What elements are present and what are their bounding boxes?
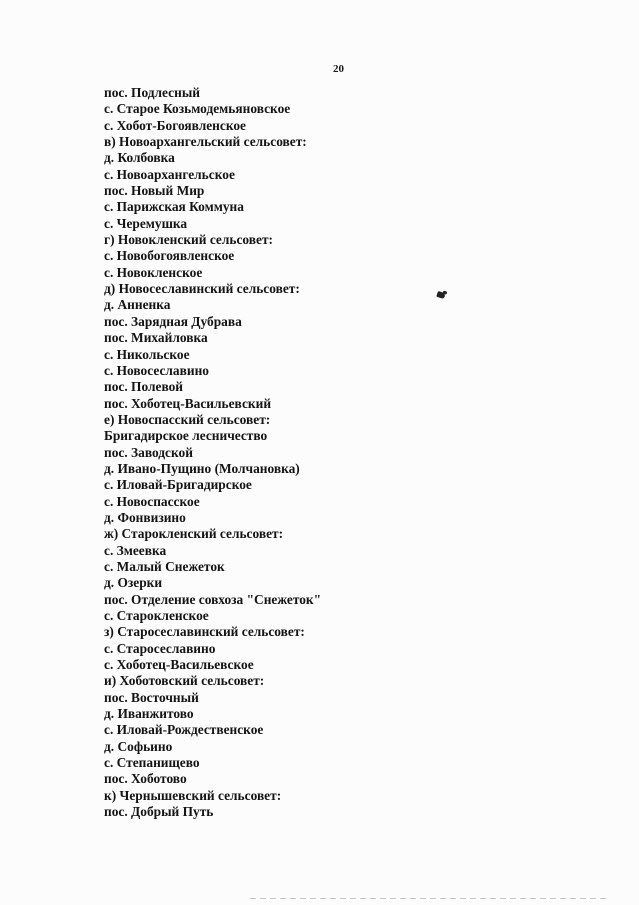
settlement-line: пос. Хоботец-Васильевский: [104, 395, 272, 411]
settlement-line: пос. Новый Мир: [104, 183, 205, 199]
settlement-line: с. Новоспасское: [104, 493, 200, 509]
council-heading: д) Новосеславинский сельсовет:: [104, 281, 300, 297]
settlement-line: с. Старокленское: [104, 608, 209, 623]
settlement-line: с. Черемушка: [104, 215, 188, 231]
settlement-line: с. Новоархангельское: [104, 166, 235, 182]
settlement-line: с. Малый Снежеток: [104, 558, 225, 574]
settlement-line: с. Парижская Коммуна: [104, 199, 244, 215]
settlement-line: д. Фонвизино: [104, 509, 186, 525]
settlement-line: д. Софьино: [104, 738, 173, 754]
settlement-line: с. Новобогоявленское: [104, 248, 235, 264]
settlement-line: д. Колбовка: [104, 150, 175, 166]
settlement-line: пос. Хоботово: [104, 771, 187, 787]
council-heading: з) Старосеславинский сельсовет:: [104, 624, 305, 640]
settlement-line: д. Анненка: [104, 297, 171, 313]
settlement-line: с. Новокленское: [104, 264, 203, 280]
scan-edge-line: [250, 898, 610, 899]
settlement-line: с. Иловай-Бригадирское: [104, 477, 252, 493]
settlement-line: д. Озерки: [104, 575, 163, 591]
council-heading: к) Чернышевский сельсовет:: [104, 787, 282, 803]
settlement-line: пос. Добрый Путь: [104, 804, 214, 820]
settlement-line: с. Хобот-Богоявленское: [104, 117, 246, 133]
settlement-line: с. Змеевка: [104, 542, 167, 558]
settlement-line: пос. Зарядная Дубрава: [104, 313, 242, 329]
settlement-line: с. Никольское: [104, 346, 190, 362]
settlement-line: с. Старосеславино: [104, 640, 216, 656]
settlement-line: пос. Заводской: [104, 444, 193, 460]
settlement-line: пос. Подлесный: [104, 85, 200, 100]
settlement-line: пос. Полевой: [104, 379, 183, 395]
settlement-line: с. Хоботец-Васильевское: [104, 657, 254, 673]
settlement-line: д. Ивано-Пущино (Молчановка): [104, 460, 300, 476]
settlement-line: д. Иванжитово: [104, 706, 194, 722]
council-heading: е) Новоспасский сельсовет:: [104, 411, 271, 427]
scan-artifact: [436, 291, 445, 299]
council-heading: ж) Старокленский сельсовет:: [104, 526, 284, 542]
page-number: 20: [333, 63, 344, 75]
settlement-line: Бригадирское лесничество: [104, 428, 268, 444]
settlement-list: [104, 85, 321, 820]
settlement-line: с. Степанищево: [104, 755, 200, 771]
council-heading: в) Новоархангельский сельсовет:: [104, 134, 307, 150]
settlement-line: пос. Михайловка: [104, 330, 208, 346]
settlement-line: с. Старое Козьмодемьяновское: [104, 101, 291, 117]
settlement-line: с. Новосеславино: [104, 362, 209, 378]
settlement-line: пос. Отделение совхоза "Снежеток": [104, 591, 322, 607]
council-heading: г) Новокленский сельсовет:: [104, 232, 273, 248]
council-heading: и) Хоботовский сельсовет:: [104, 673, 265, 689]
settlement-line: пос. Восточный: [104, 689, 199, 705]
settlement-line: с. Иловай-Рождественское: [104, 722, 264, 738]
